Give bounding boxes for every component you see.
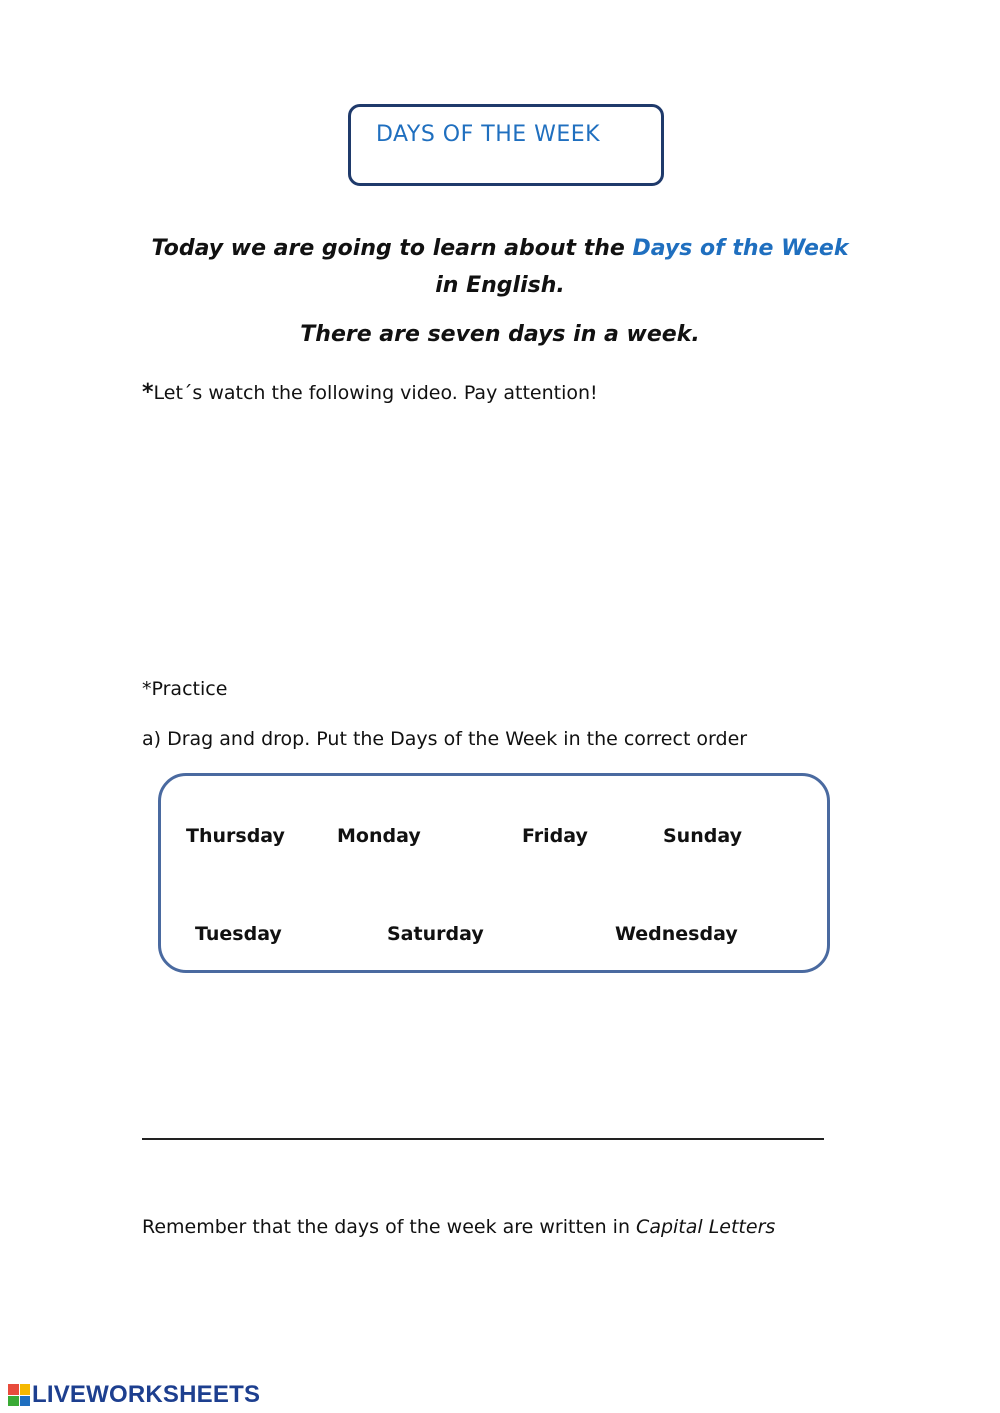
day-wednesday[interactable]: Wednesday bbox=[615, 923, 738, 945]
answer-drop-line[interactable] bbox=[142, 1138, 824, 1140]
day-sunday[interactable]: Sunday bbox=[663, 825, 742, 847]
remember-italic: Capital Letters bbox=[636, 1216, 776, 1238]
page-title: DAYS OF THE WEEK bbox=[376, 122, 601, 147]
day-saturday[interactable]: Saturday bbox=[387, 923, 484, 945]
day-thursday[interactable]: Thursday bbox=[186, 825, 285, 847]
remember-note bbox=[142, 1216, 775, 1238]
watch-text: Let´s watch the following video. Pay attention! bbox=[153, 382, 598, 404]
intro-text-start: Today we are going to learn about the bbox=[151, 236, 633, 261]
intro-text-end: in English. bbox=[435, 273, 565, 298]
footer-logo[interactable] bbox=[8, 1380, 260, 1410]
remember-text: Remember that the days of the week are written in bbox=[142, 1216, 637, 1238]
seven-days-text: There are seven days in a week. bbox=[300, 322, 700, 347]
day-friday[interactable]: Friday bbox=[522, 825, 588, 847]
footer-brand: LIVEWORKSHEETS bbox=[32, 1381, 261, 1408]
intro-highlight: Days of the Week bbox=[632, 236, 849, 261]
day-tuesday[interactable]: Tuesday bbox=[195, 923, 282, 945]
watch-instruction bbox=[142, 380, 598, 405]
day-monday[interactable]: Monday bbox=[337, 825, 421, 847]
drag-drop-instruction: a) Drag and drop. Put the Days of the Week in the correct order bbox=[142, 728, 748, 750]
practice-heading: *Practice bbox=[142, 678, 228, 700]
watch-star: * bbox=[142, 380, 154, 405]
liveworksheets-logo-icon bbox=[8, 1384, 30, 1406]
intro-paragraph bbox=[140, 230, 860, 304]
